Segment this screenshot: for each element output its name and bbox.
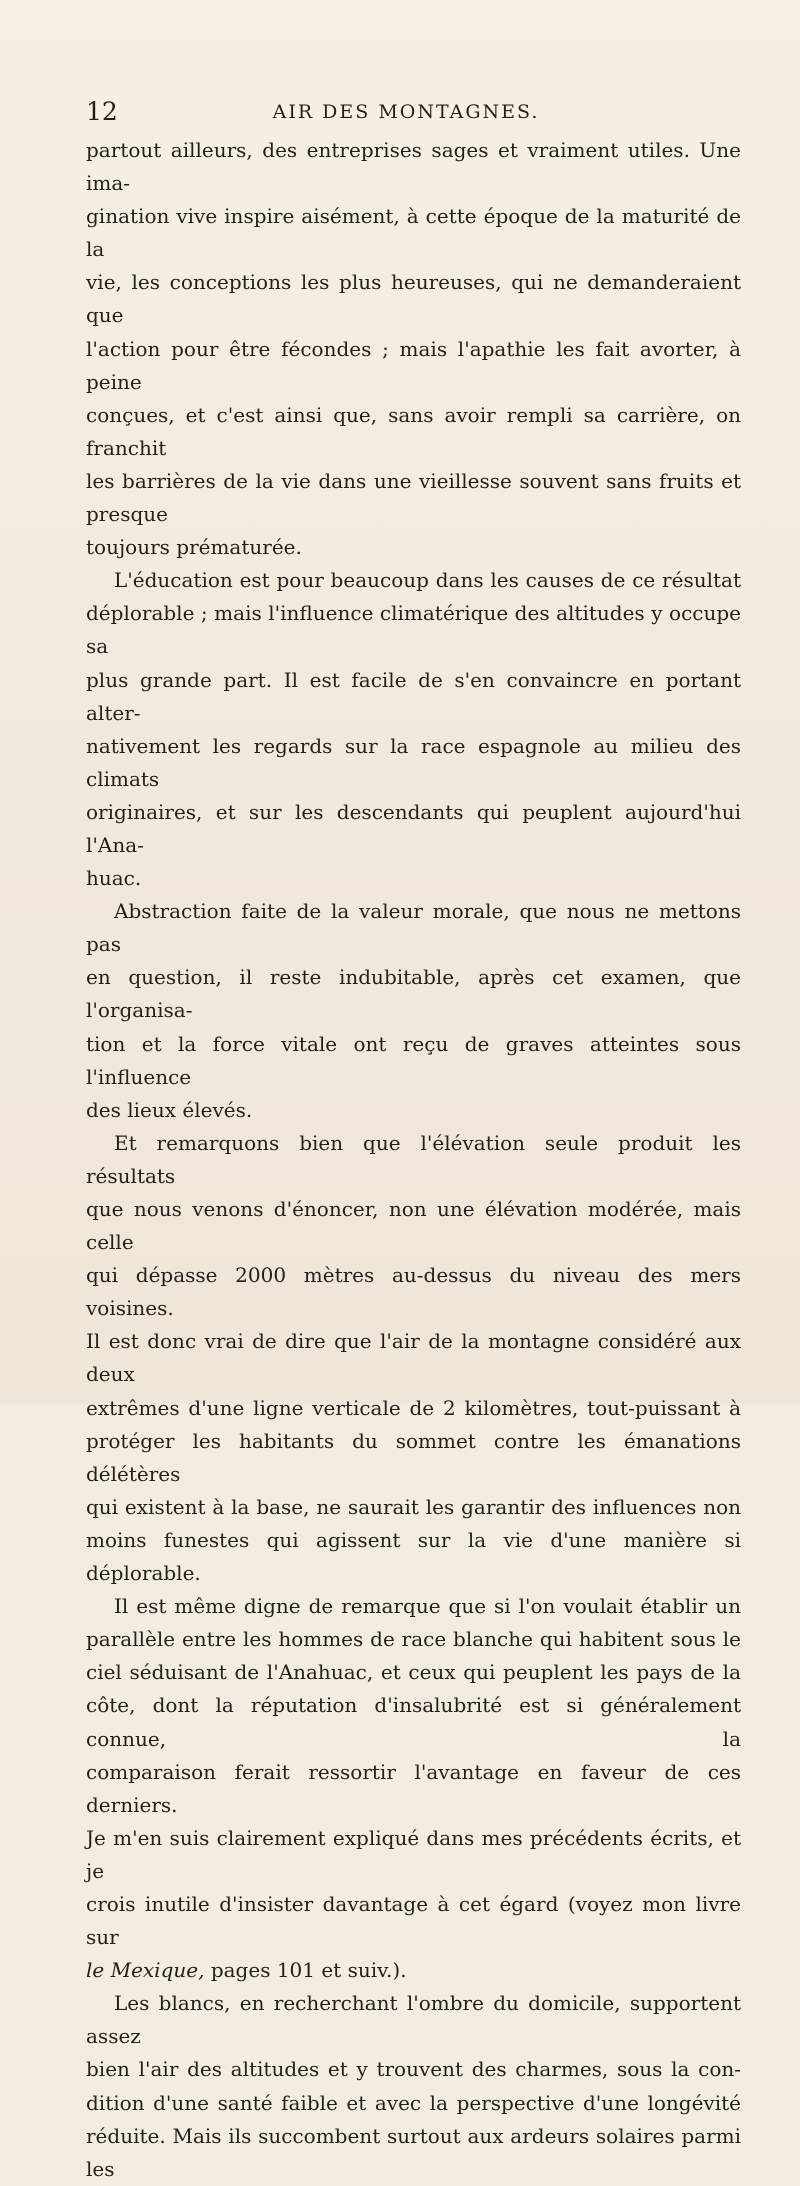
text-line: en question, il reste indubitable, après cet examen, que l'organisa- <box>86 965 741 1023</box>
book-title-italic: le Mexique, <box>86 1958 205 1983</box>
text-line: réduite. Mais ils succombent surtout aux ardeurs solaires parmi les <box>86 2123 741 2181</box>
text-line: extrêmes d'une ligne verticale de 2 kilomètres, tout-puissant à <box>86 1395 741 1420</box>
running-title: AIR DES MONTAGNES. <box>272 101 540 123</box>
text-line: Je m'en suis clairement expliqué dans mes précédents écrits, et je <box>86 1825 741 1883</box>
text-line: crois inutile d'insister davantage à cet égard (voyez mon livre sur <box>86 1891 741 1950</box>
text-line: Il est même digne de remarque que si l'on voulait établir un <box>114 1594 741 1619</box>
text-line: protéger les habitants du sommet contre les émanations délétères <box>86 1428 741 1486</box>
text-line: tion et la force vitale ont reçu de graves atteintes sous l'influence <box>86 1031 741 1089</box>
text-line: originaires, et sur les descendants qui peuplent aujourd'hui l'Ana- <box>86 799 741 857</box>
text-line: moins funestes qui agissent sur la vie d'une manière si déplorable. <box>86 1527 741 1586</box>
running-head <box>86 94 726 130</box>
text-line: plus grande part. Il est facile de s'en convaincre en portant alter- <box>86 667 741 725</box>
text-line: toujours prématurée. <box>86 535 302 560</box>
text-line: ciel séduisant de l'Anahuac, et ceux qui peuplent les pays de la <box>86 1660 741 1685</box>
text-line: déplorable ; mais l'influence climatérique des altitudes y occupe sa <box>86 601 741 659</box>
text-line: parallèle entre les hommes de race blanche qui habitent sous le <box>86 1627 741 1652</box>
text-line: côte, dont la réputation d'insalubrité est si généralement connue, la <box>86 1693 741 1751</box>
body-text <box>86 134 741 2186</box>
text-line: vie, les conceptions les plus heureuses, qui ne demanderaient que <box>86 270 741 328</box>
text-line: Il est donc vrai de dire que l'air de la montagne considéré aux deux <box>86 1329 741 1387</box>
text-line: l'action pour être fécondes ; mais l'apathie les fait avorter, à peine <box>86 336 741 394</box>
text-line: nativement les regards sur la race espagnole au milieu des climats <box>86 733 741 791</box>
text-line: gination vive inspire aisément, à cette époque de la maturité de la <box>86 204 741 262</box>
text-line: conçues, et c'est ainsi que, sans avoir rempli sa carrière, on franchit <box>86 402 741 460</box>
text-line: qui dépasse 2000 mètres au-dessus du niveau des mers voisines. <box>86 1263 741 1321</box>
text-line: qui existent à la base, ne saurait les garantir des influences non <box>86 1494 741 1519</box>
page-number: 12 <box>86 97 118 126</box>
text-line-tail: pages 101 et suiv.). <box>210 1958 407 1983</box>
text-line: que nous venons d'énoncer, non une élévation modérée, mais celle <box>86 1197 741 1255</box>
text-line: comparaison ferait ressortir l'avantage en faveur de ces derniers. <box>86 1759 741 1817</box>
text-line-with-title <box>86 1954 741 1987</box>
text-line: partout ailleurs, des entreprises sages et vraiment utiles. Une ima- <box>86 138 741 196</box>
text-line: huac. <box>86 866 142 891</box>
text-line: dition d'une santé faible et avec la perspective d'une longévité <box>86 2090 741 2115</box>
text-line: Abstraction faite de la valeur morale, que nous ne mettons pas <box>86 899 741 957</box>
text-line: les barrières de la vie dans une vieillesse souvent sans fruits et presque <box>86 468 741 527</box>
text-line: bien l'air des altitudes et y trouvent des charmes, sous la con- <box>86 2057 741 2082</box>
text-line: L'éducation est pour beaucoup dans les causes de ce résultat <box>114 568 741 593</box>
text-line: des lieux élevés. <box>86 1097 253 1122</box>
text-line: Les blancs, en recherchant l'ombre du domicile, supportent assez <box>86 1991 741 2049</box>
text-line: Et remarquons bien que l'élévation seule produit les résultats <box>86 1130 741 1188</box>
